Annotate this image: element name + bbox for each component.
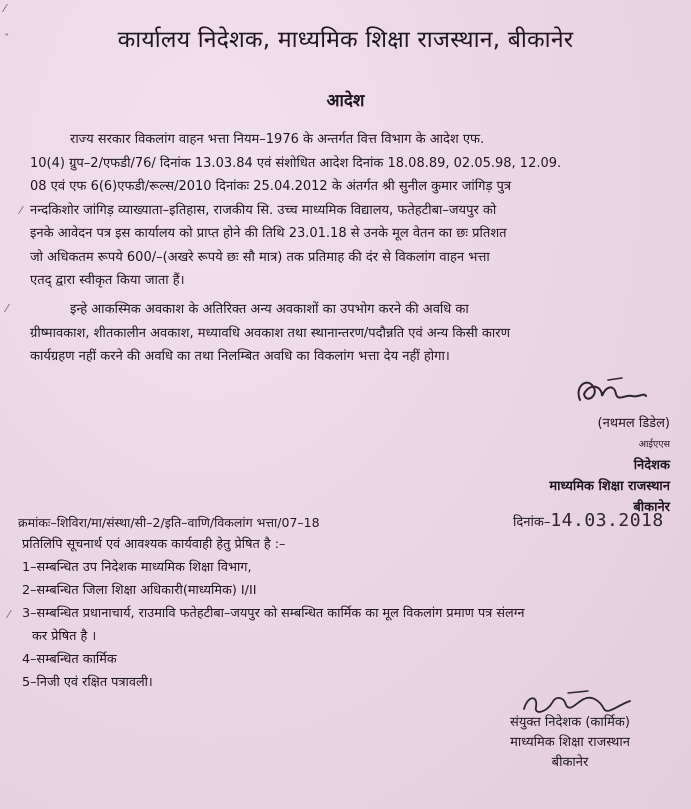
order-paragraph-1 — [30, 128, 670, 293]
paragraph-line: 08 एवं एफ 6(6)एफडी/रूल्स/2010 दिनांकः 25.04.2012 के अंतर्गत श्री सुनील कुमार जांगिड़ पुत्र — [30, 179, 512, 194]
director-signature-icon — [572, 372, 652, 414]
joint-designation: संयुक्त निदेशक (कार्मिक) — [510, 715, 630, 730]
order-title: आदेश — [326, 91, 365, 111]
paragraph-line: 10(4) ग्रुप–2/एफडी/76/ दिनांक 13.03.84 एवं संशोधित आदेश दिनांक 18.08.89, 02.05.98, 12.09. — [30, 155, 562, 171]
margin-mark: ⁄ — [20, 204, 22, 217]
list-item: 2–सम्बन्धित जिला शिक्षा अधिकारी(माध्यमिक) I/II — [22, 583, 257, 598]
joint-signatory-block — [470, 713, 670, 773]
signatory-designation: निदेशक — [633, 458, 670, 473]
paragraph-line: इन्हे आकस्मिक अवकाश के अतिरिक्त अन्य अवकाशों का उपभोग करने की अवधि का — [70, 302, 469, 317]
date-value: 14.03.2018 — [550, 510, 664, 531]
issue-date — [513, 510, 664, 531]
paragraph-line: ग्रीष्मावकाश, शीतकालीन अवकाश, मध्यावधि अवकाश तथा स्थानान्तरण/पदौन्नति एवं अन्य किसी कारण — [30, 325, 510, 341]
paragraph-line: इनके आवेदन पत्र इस कार्यालय को प्राप्त होने की तिथि 23.01.18 से उनके मूल वेतन का छः प्रतिशत — [30, 226, 507, 241]
date-label: दिनांक– — [513, 515, 551, 530]
signatory-block — [470, 413, 670, 518]
reference-number: क्रमांकः–शिविरा/मा/संस्था/सी–2/इति–वाणि/विकलांग भत्ता/07–18 — [18, 515, 320, 530]
paragraph-line: एतद् द्वारा स्वीकृत किया जाता हैं। — [30, 273, 185, 288]
paragraph-line: राज्य सरकार विकलांग वाहन भत्ता नियम–1976 के अन्तर्गत वित्त विभाग के आदेश एफ. — [70, 132, 485, 147]
margin-mark: ˇ — [4, 32, 10, 45]
office-title: कार्यालय निदेशक, माध्यमिक शिक्षा राजस्थान, बीकानेर — [117, 27, 574, 53]
signatory-city: बीकानेर — [633, 500, 670, 515]
list-item-continuation: कर प्रेषित है । — [32, 629, 97, 644]
margin-mark: ⁄ — [8, 608, 10, 621]
copy-distribution-list — [22, 533, 672, 694]
paragraph-line: जो अधिकतम रूपये 600/–(अखरे रूपये छः सौ मात्र) तक प्रतिमाह की दंर से विकलांग वाहन भत्ता — [30, 249, 490, 265]
margin-mark: ⁄ — [6, 302, 8, 315]
list-item: 4–सम्बन्धित कार्मिक — [22, 652, 117, 667]
joint-department: माध्यमिक शिक्षा राजस्थान — [510, 735, 630, 750]
list-item: 1–सम्बन्धित उप निदेशक माध्यमिक शिक्षा विभाग, — [22, 560, 252, 575]
paragraph-line: कार्यग्रहण नहीं करने की अवधि का तथा निलम्बित अवधि का विकलांग भत्ता देय नहीं होगा। — [30, 349, 450, 364]
list-item: 5–निजी एवं रक्षित पत्रावली। — [22, 675, 153, 690]
signatory-service: आईएएस — [638, 439, 670, 450]
signatory-department: माध्यमिक शिक्षा राजस्थान — [549, 479, 670, 494]
joint-city: बीकानेर — [551, 755, 589, 770]
margin-mark: ⁄ — [4, 2, 6, 15]
paragraph-line: नन्दकिशोर जांगिड़ व्याख्याता–इतिहास, राजकीय सि. उच्च माध्यमिक विद्यालय, फतेहटीबा–जयपुर को — [30, 202, 497, 218]
copy-intro: प्रतिलिपि सूचनार्थ एवं आवश्यक कार्यवाही हेतु प्रेषित है :– — [22, 537, 286, 552]
order-paragraph-2 — [30, 298, 670, 369]
list-item: 3–सम्बन्धित प्रधानाचार्य, राउमावि फतेहटीबा–जयपुर को सम्बन्धित कार्मिक का मूल विकलांग प्रमाण पत्र संलग्न — [22, 606, 525, 621]
signatory-name: (नथमल डिडेल) — [597, 416, 670, 431]
